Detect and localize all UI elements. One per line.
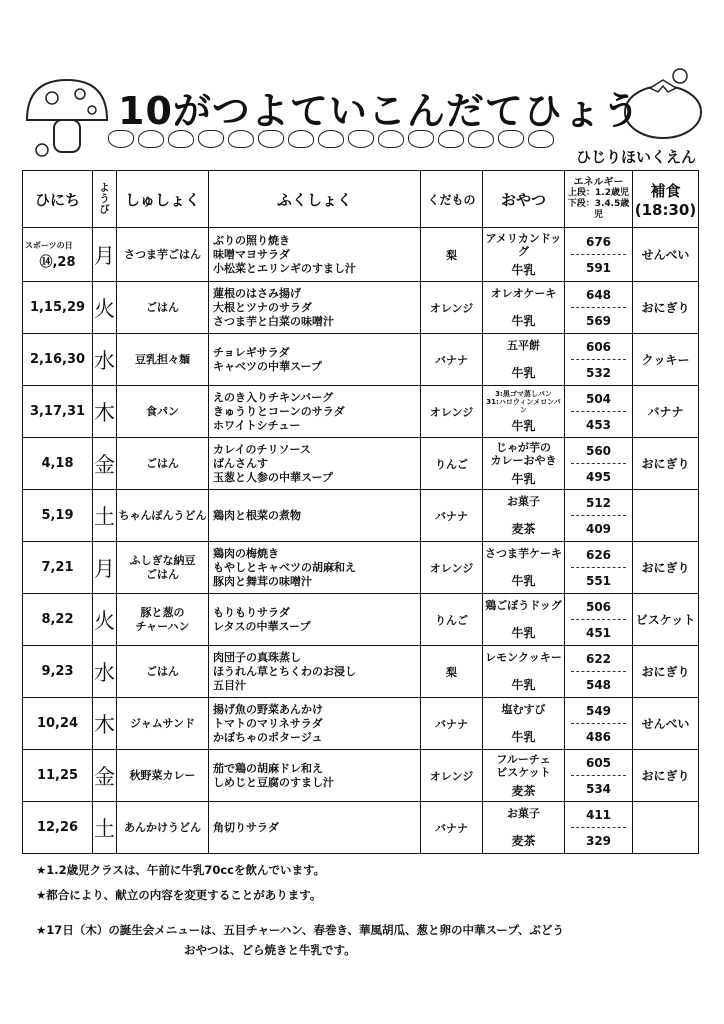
menu-table [22,170,699,854]
header-date: ひにち [23,171,93,228]
date-cell [23,542,93,594]
page-title: 10がつよていこんだてひょう [118,89,641,133]
header-energy [565,171,633,228]
side-cell [209,438,421,490]
date-text: 4,18 [41,456,74,471]
energy-lower: 486 [585,729,612,744]
header-energy-title: エネルギー [573,177,624,188]
event-label: スポーツの日 [25,240,73,250]
date-cell [23,594,93,646]
side-dish: トマトのマリネサラダ [213,716,323,730]
staple-cell: 豚と葱の チャーハン [117,594,209,646]
energy-lower: 569 [585,313,612,328]
date-cell [23,490,93,542]
note-change: ★都合により、献立の内容を変更することがあります。 [36,888,322,902]
header-snack: おやつ [483,171,565,228]
fruit-cell: 梨 [421,228,483,282]
header-fruit: くだもの [421,171,483,228]
side-cell [209,594,421,646]
fruit-cell: りんご [421,438,483,490]
hoshoku-cell: おにぎり [633,282,699,334]
dow-cell: 月 [93,542,117,594]
side-dish: 揚げ魚の野菜あんかけ [213,702,323,716]
snack-top: じゃが芋の カレーおやき [490,441,557,467]
table-row [23,334,699,386]
side-dish: ホワイトシチュー [213,418,301,432]
side-dish: 味噌マヨサラダ [213,247,290,261]
table-row [23,282,699,334]
date-text: ⑭,28 [39,254,76,270]
side-cell [209,228,421,282]
hoshoku-cell: ビスケット [633,594,699,646]
hoshoku-cell: クッキー [633,334,699,386]
date-cell [23,698,93,750]
energy-upper: 648 [571,288,626,308]
side-dish: 玉葱と人参の中華スープ [213,470,333,484]
side-dish: かぼちゃのポタージュ [213,730,323,744]
side-dish: 肉団子の真珠蒸し [213,650,301,664]
side-dish: もりもりサラダ [213,605,290,619]
date-text: 8,22 [41,612,74,627]
date-cell [23,646,93,698]
dow-cell: 木 [93,386,117,438]
energy-upper: 512 [571,496,626,516]
snack-cell [483,542,565,594]
dow-cell: 金 [93,438,117,490]
snack-bottom: 牛乳 [511,263,536,277]
table-row [23,594,699,646]
side-dish: 茄で鶏の胡麻ドレ和え [213,761,323,775]
staple-cell: ごはん [117,438,209,490]
snack-bottom: 麦茶 [511,784,536,798]
snack-top: 五平餅 [507,339,540,352]
snack-cell [483,802,565,854]
date-text: 9,23 [41,664,74,679]
header-hoshoku-label: 補食 [650,181,681,200]
snack-cell [483,438,565,490]
fruit-cell: オレンジ [421,542,483,594]
dow-cell: 土 [93,802,117,854]
energy-lower: 551 [585,573,612,588]
snack-cell [483,282,565,334]
fruit-cell: バナナ [421,334,483,386]
snack-bottom: 麦茶 [511,834,536,848]
hoshoku-cell [633,490,699,542]
staple-cell: 豆乳担々麺 [117,334,209,386]
side-cell [209,542,421,594]
fruit-cell: オレンジ [421,282,483,334]
energy-cell [565,228,633,282]
side-dish: ぶりの照り焼き [213,233,290,247]
snack-top: オレオケーキ [490,287,557,300]
date-text: 3,17,31 [29,404,86,419]
side-dish: きゅうりとコーンのサラダ [213,404,345,418]
snack-top: 塩むすび [501,703,546,716]
snack-top: 3:黒ゴマ蒸しパン 31:ハロウィンメロンパン [486,390,561,414]
table-row [23,698,699,750]
energy-upper: 506 [571,600,626,620]
note-birthday-snack: おやつは、どら焼きと牛乳です。 [184,943,356,957]
side-dish: 蓮根のはさみ揚げ [213,286,301,300]
date-cell [23,334,93,386]
staple-cell: あんかけうどん [117,802,209,854]
fruit-cell: バナナ [421,698,483,750]
snack-cell [483,386,565,438]
date-cell [23,282,93,334]
snack-top: レモンクッキー [485,651,562,664]
side-dish: レタスの中華スープ [213,619,311,633]
snack-bottom: 牛乳 [511,730,536,744]
hoshoku-cell: せんべい [633,228,699,282]
date-cell [23,386,93,438]
snack-bottom: 牛乳 [511,314,536,328]
side-dish: 大根とツナのサラダ [213,300,312,314]
note-birthday: ★17日（木）の誕生会メニューは、五目チャーハン、春巻き、華風胡瓜、葱と卵の中華スープ、ぶどう [36,923,564,937]
staple-cell: ジャムサンド [117,698,209,750]
fruit-cell: バナナ [421,490,483,542]
date-text: 10,24 [36,716,79,731]
snack-top: フルーチェ ビスケット [496,753,551,779]
energy-cell [565,386,633,438]
date-text: 2,16,30 [29,352,86,367]
energy-cell [565,282,633,334]
side-dish: 豚肉と舞茸の味噌汁 [213,574,312,588]
date-cell [23,228,93,282]
staple-cell: ちゃんぽんうどん [117,490,209,542]
snack-top: お菓子 [507,807,540,820]
side-dish: しめじと豆腐のすまし汁 [213,775,334,789]
energy-cell [565,334,633,386]
energy-lower: 329 [585,833,612,848]
side-dish: 鶏肉の梅焼き [213,546,279,560]
header-hoshoku [633,171,699,228]
snack-top: 鶏ごぼうドッグ [485,599,562,612]
staple-cell: ごはん [117,282,209,334]
energy-lower: 453 [585,417,612,432]
energy-lower: 534 [585,781,612,796]
date-text: 1,15,29 [29,300,86,315]
energy-upper: 504 [571,392,626,412]
header-energy-lower: 下段：3.4.5歳児 [567,199,630,220]
snack-cell [483,228,565,282]
snack-top: お菓子 [507,495,540,508]
energy-upper: 606 [571,340,626,360]
energy-lower: 532 [585,365,612,380]
table-row [23,438,699,490]
fruit-cell: オレンジ [421,386,483,438]
snack-cell [483,490,565,542]
energy-upper: 676 [571,235,626,255]
hoshoku-cell: おにぎり [633,438,699,490]
energy-lower: 451 [585,625,612,640]
fruit-cell: 梨 [421,646,483,698]
energy-upper: 549 [571,704,626,724]
date-text: 11,25 [36,768,79,783]
dow-cell: 金 [93,750,117,802]
dow-cell: 水 [93,334,117,386]
energy-cell [565,542,633,594]
energy-lower: 495 [585,469,612,484]
staple-cell: ふしぎな納豆 ごはん [117,542,209,594]
school-name: ひじりほいくえん [575,148,696,166]
date-cell [23,438,93,490]
staple-cell: さつま芋ごはん [117,228,209,282]
side-dish: ばんさんす [213,456,268,470]
header-row [23,171,699,228]
energy-lower: 548 [585,677,612,692]
side-cell [209,282,421,334]
table-row [23,750,699,802]
side-dish: さつま芋と白菜の味噌汁 [213,314,334,328]
energy-upper: 622 [571,652,626,672]
dow-cell: 水 [93,646,117,698]
date-text: 5,19 [41,508,74,523]
snack-cell [483,698,565,750]
header-energy-upper: 上段：1.2歳児 [568,188,629,198]
energy-cell [565,698,633,750]
table-row [23,802,699,854]
table-row [23,646,699,698]
energy-cell [565,646,633,698]
header-dow: よ う び [93,171,117,228]
side-cell [209,802,421,854]
snack-bottom: 牛乳 [511,678,536,692]
snack-bottom: 牛乳 [511,626,536,640]
side-cell [209,334,421,386]
dow-cell: 土 [93,490,117,542]
fruit-cell: オレンジ [421,750,483,802]
snack-bottom: 牛乳 [511,366,536,380]
energy-lower: 409 [585,521,612,536]
snack-cell [483,334,565,386]
header-side: ふくしょく [209,171,421,228]
date-cell [23,802,93,854]
table-row [23,542,699,594]
energy-cell [565,802,633,854]
staple-cell: 食パン [117,386,209,438]
side-cell [209,490,421,542]
table-row [23,490,699,542]
hoshoku-cell: おにぎり [633,750,699,802]
side-dish: 五目汁 [213,678,246,692]
hoshoku-cell: おにぎり [633,542,699,594]
dow-cell: 火 [93,282,117,334]
note-milk: ★1.2歳児クラスは、午前に牛乳70ccを飲んでいます。 [36,863,326,877]
dow-cell: 火 [93,594,117,646]
side-dish: チョレギサラダ [213,345,290,359]
energy-cell [565,594,633,646]
energy-upper: 605 [571,756,626,776]
dow-cell: 月 [93,228,117,282]
side-cell [209,386,421,438]
side-dish: えのき入りチキンバーグ [213,390,334,404]
mushroom-illustration [22,72,112,162]
hoshoku-cell: バナナ [633,386,699,438]
hoshoku-cell: おにぎり [633,646,699,698]
snack-top: さつま芋ケーキ [485,547,562,560]
table-row [23,228,699,282]
energy-upper: 626 [571,548,626,568]
fruit-cell: バナナ [421,802,483,854]
energy-lower: 591 [585,260,612,275]
date-text: 12,26 [36,820,79,835]
hoshoku-cell [633,802,699,854]
table-row [23,386,699,438]
staple-cell: 秋野菜カレー [117,750,209,802]
header-staple: しゅしょく [117,171,209,228]
energy-cell [565,438,633,490]
energy-upper: 411 [571,808,626,828]
snack-cell [483,594,565,646]
snack-bottom: 麦茶 [511,522,536,536]
fruit-cell: りんご [421,594,483,646]
side-cell [209,698,421,750]
side-dish: キャベツの中華スープ [213,359,322,373]
snack-cell [483,646,565,698]
side-dish: カレイのチリソース [213,442,311,456]
energy-cell [565,750,633,802]
side-dish: 鶏肉と根菜の煮物 [213,508,301,522]
side-dish: ほうれん草とちくわのお浸し [213,664,356,678]
staple-cell: ごはん [117,646,209,698]
snack-bottom: 牛乳 [511,574,536,588]
side-dish: 角切りサラダ [213,820,279,834]
energy-cell [565,490,633,542]
energy-upper: 560 [571,444,626,464]
snack-bottom: 牛乳 [511,472,536,486]
hoshoku-cell: せんべい [633,698,699,750]
side-cell [209,750,421,802]
header-hoshoku-time: (18:30) [634,200,697,219]
date-text: 7,21 [41,560,74,575]
snack-bottom: 牛乳 [511,419,536,433]
dow-cell: 木 [93,698,117,750]
date-cell [23,750,93,802]
snack-top: アメリカンドッグ [485,232,562,258]
side-dish: 小松菜とエリンギのすまし汁 [213,261,356,275]
side-cell [209,646,421,698]
snack-cell [483,750,565,802]
side-dish: もやしとキャベツの胡麻和え [213,560,356,574]
